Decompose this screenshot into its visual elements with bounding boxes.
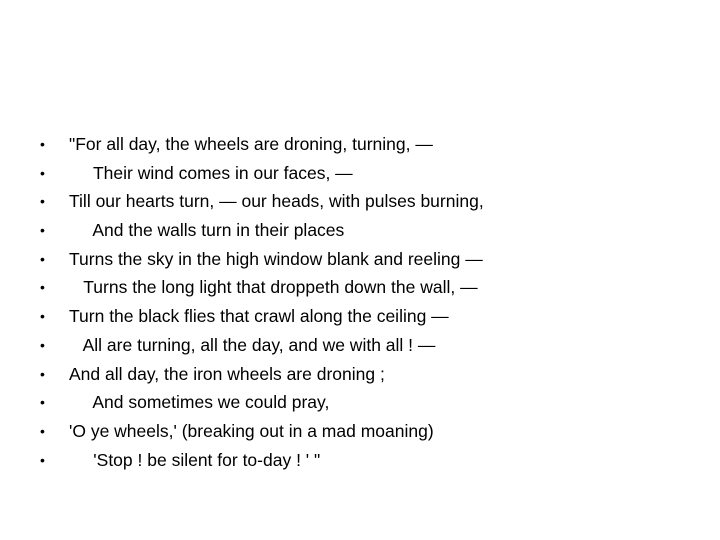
bullet-icon: •	[40, 394, 45, 411]
poem-line-text: 'Stop ! be silent for to-day ! ' "	[69, 449, 321, 470]
bullet-icon: •	[40, 336, 45, 353]
poem-line-text: "For all day, the wheels are droning, turning, —	[69, 134, 433, 154]
poem-line-text: Their wind comes in our faces, —	[69, 162, 353, 183]
poem-line-text: Turns the long light that droppeth down the wall, —	[69, 277, 478, 298]
bullet-icon: •	[40, 250, 45, 267]
poem-line	[40, 273, 484, 302]
poem-line	[40, 187, 484, 216]
poem-line-text: And all day, the iron wheels are droning ;	[69, 363, 385, 384]
poem-line	[40, 245, 484, 274]
poem-line-text: Turns the sky in the high window blank and reeling —	[69, 248, 483, 269]
poem-line-text: And sometimes we could pray,	[69, 392, 330, 413]
poem-line-text: And the walls turn in their places	[69, 220, 345, 241]
bullet-icon: •	[40, 451, 45, 468]
bullet-icon: •	[40, 308, 45, 325]
poem-line	[40, 446, 484, 475]
poem-line-text: 'O ye wheels,' (breaking out in a mad moaning)	[69, 420, 434, 441]
poem-line	[40, 302, 484, 331]
bullet-icon: •	[40, 365, 45, 382]
poem-line	[40, 130, 484, 159]
poem-line	[40, 331, 484, 360]
poem-bullet-list	[40, 130, 484, 474]
poem-line	[40, 388, 484, 417]
bullet-icon: •	[40, 164, 45, 181]
poem-line	[40, 360, 484, 389]
poem-line-text: All are turning, all the day, and we with all ! —	[69, 334, 436, 355]
bullet-icon: •	[40, 136, 45, 152]
bullet-icon: •	[40, 279, 45, 296]
bullet-icon: •	[40, 193, 45, 210]
bullet-icon: •	[40, 422, 45, 439]
poem-line	[40, 159, 484, 188]
poem-line	[40, 417, 484, 446]
poem-line	[40, 216, 484, 245]
bullet-icon: •	[40, 222, 45, 239]
poem-line-text: Till our hearts turn, — our heads, with pulses burning,	[69, 191, 484, 212]
poem-line-text: Turn the black flies that crawl along the ceiling —	[69, 306, 449, 327]
